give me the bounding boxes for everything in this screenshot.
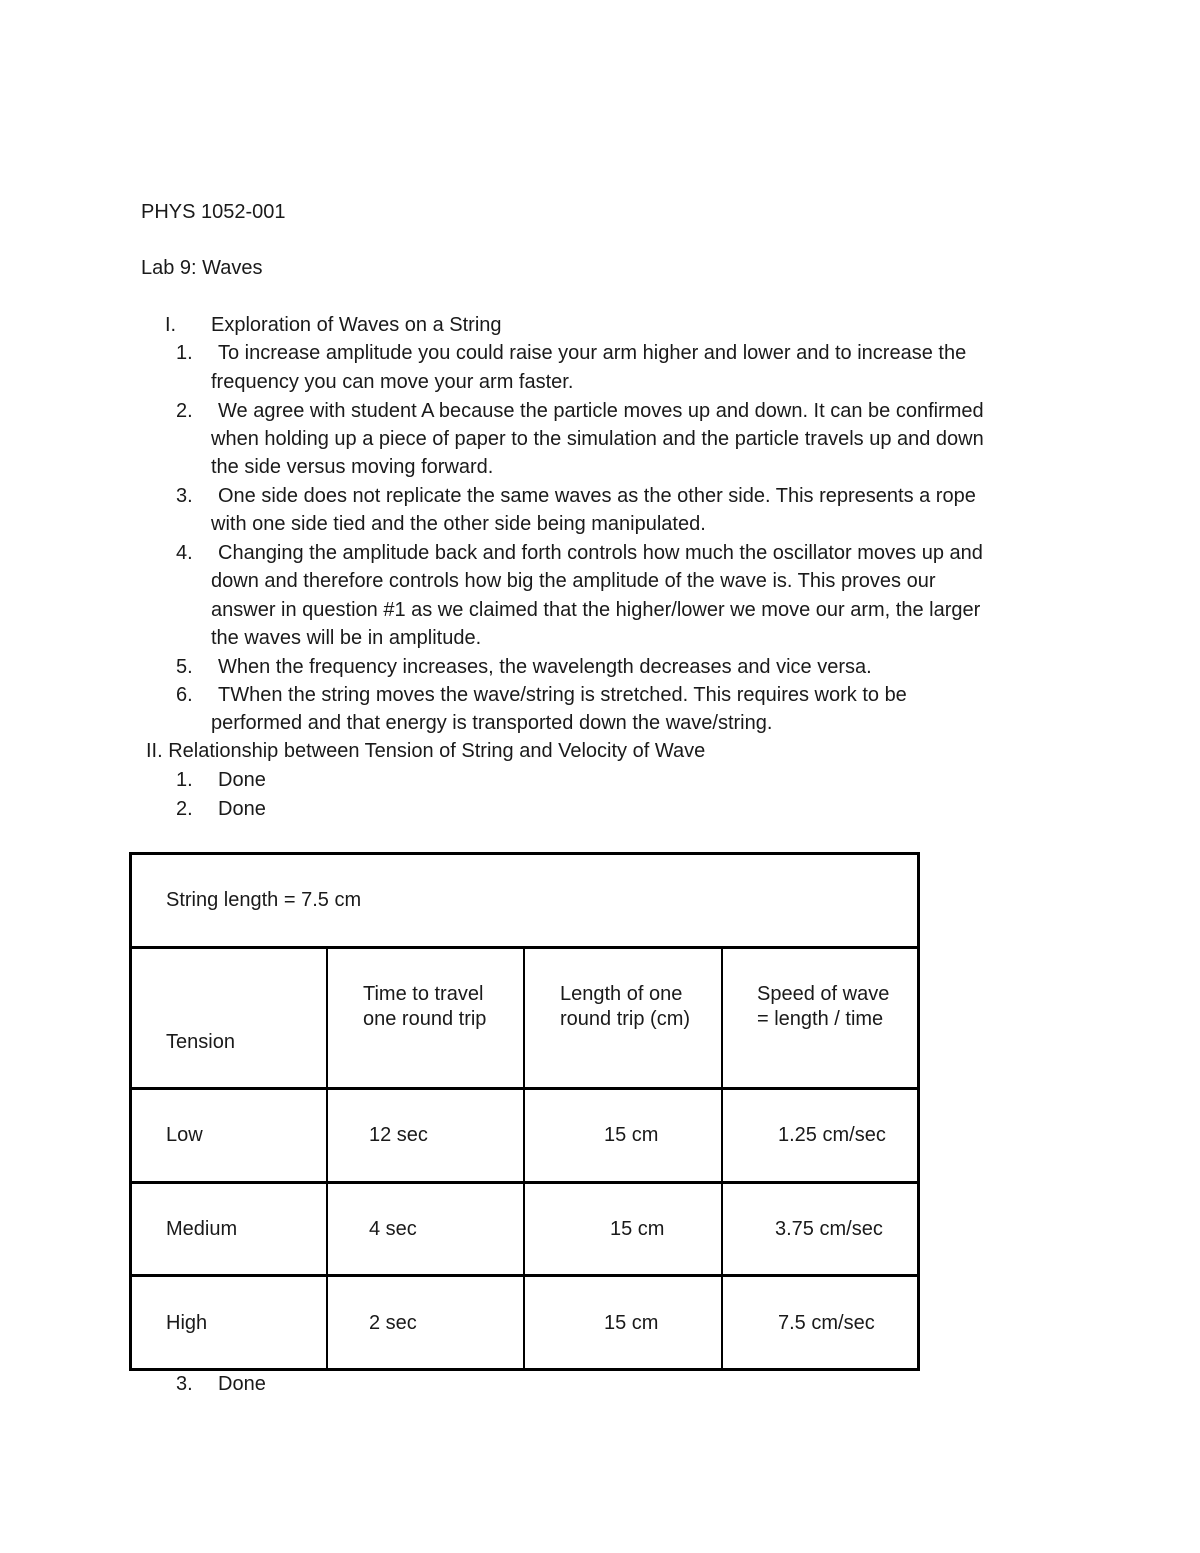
list-item-number: 2. [176,798,193,820]
table-header-cell: = length / time [757,1008,884,1030]
table-cell: 12 sec [369,1124,428,1146]
list-item-text: the waves will be in amplitude. [211,627,482,649]
table-header-cell: one round trip [363,1008,487,1030]
lab-title: Lab 9: Waves [141,257,263,279]
list-item-text: Changing the amplitude back and forth controls how much the oscillator moves up and [218,542,983,564]
data-table [129,852,920,1371]
list-item-number: 3. [176,1373,193,1395]
table-cell: 4 sec [369,1218,417,1240]
list-item-text: with one side tied and the other side being manipulated. [211,513,706,535]
section-1-numeral: I. [165,314,177,336]
table-header-cell: Time to travel [363,983,484,1005]
table-header-cell: Length of one [560,983,683,1005]
table-border [129,852,132,1371]
list-item-text: One side does not replicate the same waves as the other side. This represents a rope [218,485,976,507]
table-caption: String length = 7.5 cm [166,889,362,911]
section-1-title: Exploration of Waves on a String [211,314,502,336]
table-border [326,947,328,1371]
list-item-text: We agree with student A because the particle moves up and down. It can be confirmed [218,400,984,422]
list-item-text: down and therefore controls how big the amplitude of the wave is. This proves our [211,570,936,592]
table-cell: 3.75 cm/sec [775,1218,883,1240]
list-item-text: Done [218,769,266,791]
list-item-number: 6. [176,684,193,706]
list-item-text: answer in question #1 as we claimed that the higher/lower we move our arm, the larger [211,599,981,621]
table-border [917,852,920,1371]
list-item-text: frequency you can move your arm faster. [211,371,574,393]
list-item-text: performed and that energy is transported down the wave/string. [211,712,773,734]
list-item-number: 1. [176,342,193,364]
table-cell: 1.25 cm/sec [778,1124,886,1146]
table-border [721,947,723,1371]
list-item-number: 5. [176,656,193,678]
list-item-text: Done [218,1373,266,1395]
table-border [129,852,920,855]
table-cell: 15 cm [604,1124,659,1146]
list-item-text: when holding up a piece of paper to the simulation and the particle travels up and down [211,428,984,450]
list-item-number: 1. [176,769,193,791]
table-cell: Medium [166,1218,238,1240]
table-header-cell: Tension [166,1031,235,1053]
table-header-cell: round trip (cm) [560,1008,691,1030]
list-item-text: When the frequency increases, the wavelength decreases and vice versa. [218,656,872,678]
section-2-title: II. Relationship between Tension of String and Velocity of Wave [146,740,706,762]
table-cell: 7.5 cm/sec [778,1312,875,1334]
list-item-number: 3. [176,485,193,507]
table-cell: 15 cm [610,1218,665,1240]
list-item-text: the side versus moving forward. [211,456,494,478]
list-item-text: Done [218,798,266,820]
table-cell: High [166,1312,208,1334]
list-item-text: To increase amplitude you could raise your arm higher and lower and to increase the [218,342,967,364]
list-item-text: TWhen the string moves the wave/string is stretched. This requires work to be [218,684,907,706]
table-cell: Low [166,1124,203,1146]
list-item-number: 4. [176,542,193,564]
course-code: PHYS 1052-001 [141,201,286,223]
table-cell: 2 sec [369,1312,417,1334]
list-item-number: 2. [176,400,193,422]
table-cell: 15 cm [604,1312,659,1334]
table-header-cell: Speed of wave [757,983,890,1005]
table-border [523,947,525,1371]
